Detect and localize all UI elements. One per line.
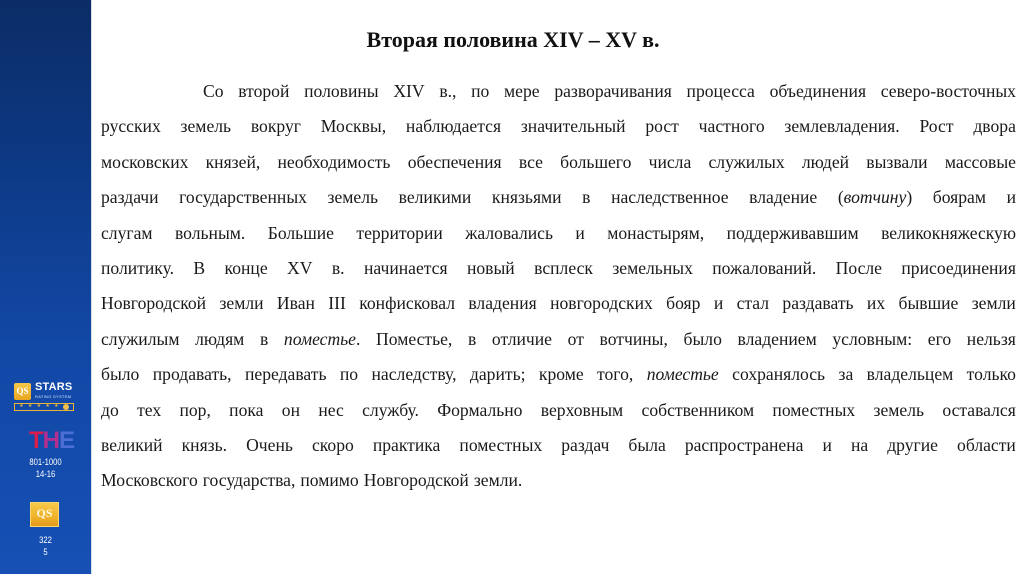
text-line (101, 322, 1016, 357)
word: рост (645, 116, 679, 137)
word: по (339, 364, 359, 385)
stars-subtitle: RATING SYSTEM (35, 394, 72, 399)
word: вокруг (250, 116, 301, 137)
word: государственных (179, 187, 307, 208)
word: до (101, 399, 119, 420)
word: владельцем (866, 364, 954, 385)
word: тех (137, 399, 162, 420)
word: раздачи (101, 187, 159, 208)
word: по (471, 81, 490, 101)
qs-logo-icon: QS (14, 383, 31, 400)
word: он (281, 399, 301, 420)
word: жаловались (465, 222, 553, 243)
word: массовые (944, 151, 1016, 172)
word: князь. (181, 434, 228, 455)
word: и (713, 293, 724, 314)
italic-term: поместье (646, 364, 719, 385)
word: земель (873, 399, 925, 420)
word: все (518, 151, 543, 172)
stars-rating-bar (14, 403, 74, 411)
word: отличие (491, 328, 552, 349)
word: земли (971, 293, 1016, 314)
word: земель (180, 116, 232, 137)
word: передавать (244, 364, 327, 385)
text-line (101, 180, 1016, 215)
word: было (683, 328, 722, 349)
word: верховным (540, 399, 624, 420)
word: начинается (363, 257, 448, 278)
the-rank-overall: 801-1000 (29, 457, 62, 467)
word: помимо (300, 470, 359, 491)
text-line (101, 463, 1016, 498)
star-icon: ★ (27, 404, 33, 409)
word: русских (101, 116, 161, 137)
word: (вотчину) (837, 187, 913, 208)
word: новый (466, 257, 515, 278)
text-line (101, 145, 1016, 180)
word: наблюдается (405, 116, 502, 137)
star-icon: ★ (45, 404, 50, 409)
word: Очень (246, 434, 293, 455)
word: дарить; (469, 364, 526, 385)
qs-stars-badge (14, 380, 78, 414)
word: земель (327, 187, 379, 208)
text-line (101, 74, 1016, 109)
word: продавать, (152, 364, 232, 385)
qs-rank-overall: 322 (39, 535, 52, 545)
word: князей, (205, 151, 261, 172)
word: мере (504, 81, 540, 101)
star-icon: ★ (54, 404, 59, 409)
word: Новгородской (101, 293, 207, 314)
text-line (101, 428, 1016, 463)
word: пока (229, 399, 264, 420)
word: Формально (437, 399, 523, 420)
word: поместных (459, 434, 543, 455)
text-line (101, 216, 1016, 251)
word: двора (973, 116, 1016, 137)
word: и (575, 222, 585, 243)
word: скоро (311, 434, 354, 455)
word: практика (372, 434, 441, 455)
word: конце (224, 257, 268, 278)
word: процесса (686, 81, 755, 101)
word: нес (318, 399, 344, 420)
word: государства, (202, 470, 296, 491)
word: политику. (101, 257, 175, 278)
word: в (582, 187, 591, 208)
word: большего (560, 151, 632, 172)
word: великокняжескую (881, 222, 1016, 243)
word: слугам (101, 222, 153, 243)
word: владение (749, 187, 818, 208)
word: и (1006, 187, 1016, 208)
word: поместье. (283, 328, 361, 349)
star-icon: ★ (19, 404, 24, 409)
word: III (328, 293, 346, 314)
plus-circle-icon (63, 404, 69, 410)
word: было (101, 364, 140, 385)
qs-logo-icon: QS (30, 502, 59, 527)
word: конфисковал (359, 293, 455, 314)
qs-rank-national: 5 (43, 547, 48, 557)
word: второй (238, 81, 290, 101)
word: территории (356, 222, 443, 243)
slide-title: Вторая половина XIV – XV в. (366, 27, 660, 52)
word: вотчины, (599, 328, 668, 349)
text-line (101, 393, 1016, 428)
word: XIV (393, 81, 425, 101)
word: собственником (641, 399, 755, 420)
word: земельных (612, 257, 693, 278)
word: великими (398, 187, 472, 208)
word: в (467, 328, 477, 349)
word: земли. (473, 470, 523, 491)
star-icon: ★ (36, 404, 42, 409)
word: области (957, 434, 1016, 455)
word: значительный (520, 116, 626, 137)
word: московских (101, 151, 189, 172)
text-line (101, 286, 1016, 321)
word: великий (101, 434, 163, 455)
text-line (101, 251, 1016, 286)
word: В (193, 257, 206, 278)
word: владения (468, 293, 537, 314)
word: кроме (538, 364, 584, 385)
word: монастырям, (607, 222, 705, 243)
word: людям (195, 328, 245, 349)
word: в (259, 328, 269, 349)
word: только (966, 364, 1016, 385)
italic-term: вотчину (843, 187, 907, 208)
body-paragraph (101, 74, 1016, 499)
word: в., (439, 81, 457, 101)
word: Иван (276, 293, 315, 314)
word: Новгородской (363, 470, 469, 491)
word: Со (203, 81, 224, 101)
sidebar (0, 0, 92, 574)
word: половины (304, 81, 379, 101)
word: Большие (267, 222, 334, 243)
word: за (838, 364, 854, 385)
word: боярам (932, 187, 986, 208)
word: от (567, 328, 584, 349)
word: нельзя (966, 328, 1016, 349)
italic-term: поместье (283, 328, 356, 349)
word: северо-восточных (880, 81, 1016, 101)
word: князьями (491, 187, 562, 208)
word: вызвали (866, 151, 928, 172)
word: Москвы, (320, 116, 387, 137)
word (647, 357, 719, 392)
word: людей (801, 151, 850, 172)
word: оставался (942, 399, 1016, 420)
word: раздач (561, 434, 610, 455)
word: пор, (179, 399, 211, 420)
word: на (850, 434, 869, 455)
text-line (101, 109, 1016, 144)
word: была (628, 434, 666, 455)
word: того, (597, 364, 634, 385)
word: условным: (832, 328, 913, 349)
word: разворачивания (554, 81, 672, 101)
word: владением (737, 328, 817, 349)
word: и (822, 434, 832, 455)
word: всплеск (534, 257, 593, 278)
word: наследству, (371, 364, 457, 385)
word: служилым (101, 328, 180, 349)
word: После (835, 257, 882, 278)
word: вольным. (174, 222, 246, 243)
word: стал (736, 293, 770, 314)
word: Поместье, (376, 328, 453, 349)
word: землевладения. (784, 116, 900, 137)
word: Московского (101, 470, 198, 491)
word: их (866, 293, 886, 314)
word: раздавать (782, 293, 854, 314)
word: пожалований. (712, 257, 817, 278)
word: объединения (769, 81, 867, 101)
the-rank-national: 14-16 (35, 469, 56, 479)
word: бывшие (898, 293, 959, 314)
word: его (927, 328, 952, 349)
word: наследственное (611, 187, 729, 208)
word: присоединения (901, 257, 1016, 278)
word: поместных (772, 399, 856, 420)
word: Рост (919, 116, 954, 137)
stars-title: STARS (35, 381, 73, 393)
word: XV (287, 257, 313, 278)
word: частного (698, 116, 765, 137)
word: распространена (684, 434, 804, 455)
word: сохранялось (732, 364, 826, 385)
word: новгородских (550, 293, 653, 314)
word: поддерживавшим (726, 222, 859, 243)
word: в. (331, 257, 345, 278)
the-logo-icon: THE (29, 427, 75, 454)
word: другие (887, 434, 938, 455)
word: служилых (708, 151, 785, 172)
text-line (101, 357, 1016, 392)
word: обеспечения (407, 151, 502, 172)
word: числа (648, 151, 692, 172)
word: службу. (362, 399, 419, 420)
word: земли (219, 293, 264, 314)
word: необходимость (277, 151, 391, 172)
word: бояр (666, 293, 701, 314)
